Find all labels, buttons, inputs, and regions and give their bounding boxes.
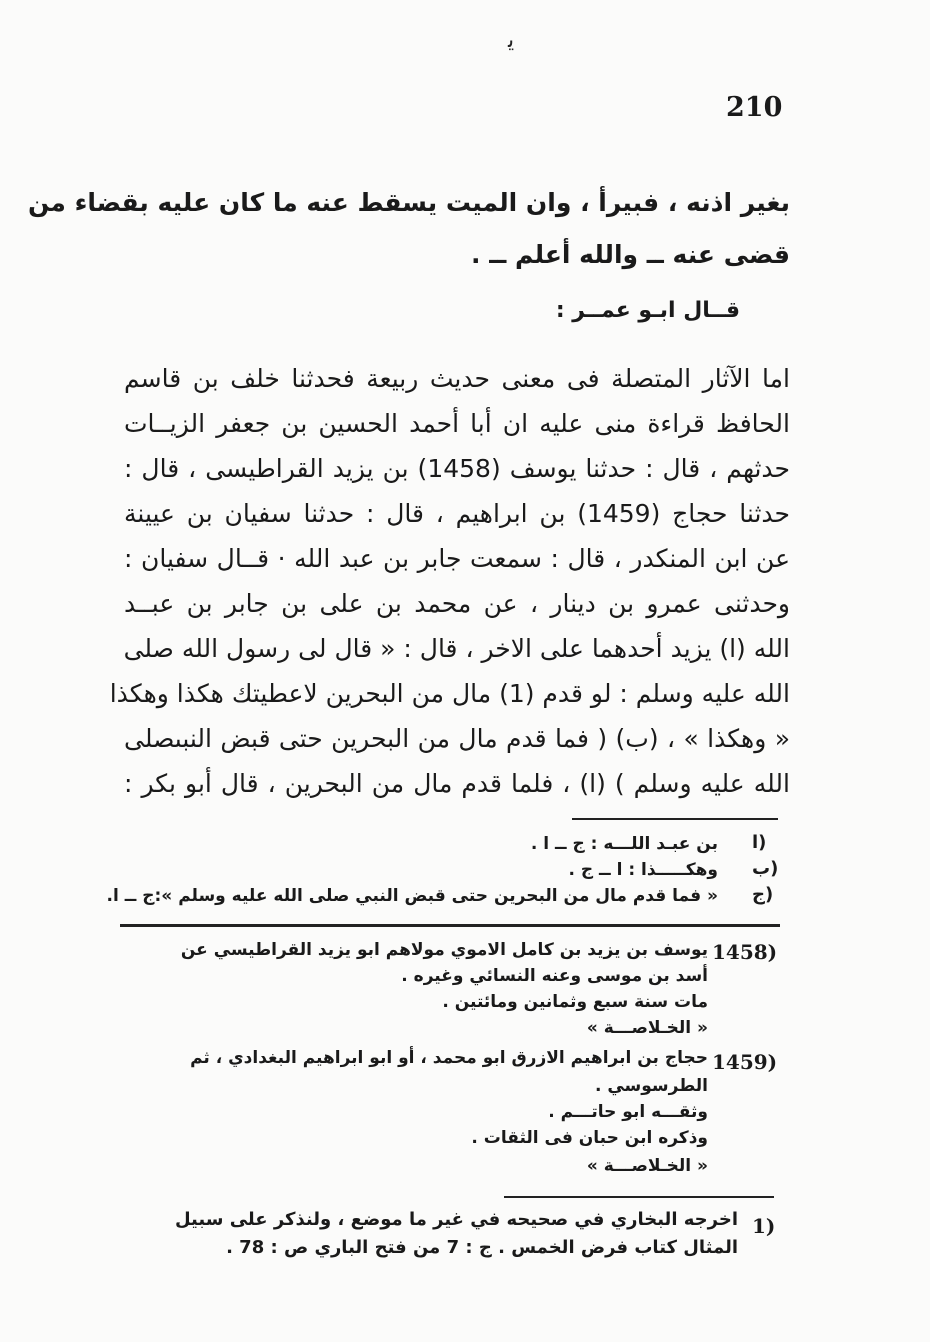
paragraph1-line: بغير اذنه ، فبيرأ ، وان الميت يسقط عنه ما كان عليه بقضاء من xyxy=(27,188,790,217)
biography-note-line: الطرسوسي . xyxy=(594,1076,708,1096)
paragraph2-line: عن ابن المنكدر ، قال : سمعت جابر بن عبد الله · قــال سفيان : xyxy=(124,544,790,573)
variant-note-text: وهكـــــذا : ا ــ ج . xyxy=(568,860,718,880)
notes-divider xyxy=(120,924,780,927)
paragraph1-line: قضى عنه ــ والله أعلم ــ . xyxy=(471,240,790,269)
biography-note-line: حجاج بن ابراهيم الازرق ابو محمد ، أو ابو ابراهيم البغدادي ، ثم xyxy=(190,1048,708,1068)
biography-note-number: 1459) xyxy=(712,1050,778,1074)
variant-note-text: بن عبـد اللـــه : ج ــ ا . xyxy=(530,834,718,854)
section-heading: قــال ابـو عمــر : xyxy=(555,298,740,323)
page-number: 210 xyxy=(726,92,783,123)
biography-note-line: أسد بن موسى وعنه النسائي وغيره . xyxy=(401,966,708,986)
paragraph2-line: وحدثنى عمرو بن دينار ، عن محمد بن على بن جابر بن عبــد xyxy=(124,589,790,618)
paragraph2-line: حدثنا حجاج (1459) بن ابراهيم ، قال : حدثنا سفيان بن عيينة xyxy=(124,499,790,528)
paragraph2-line: الله عليه وسلم ) (ا) ، فلما قدم مال من البحرين ، قال أبو بكر : xyxy=(124,769,790,798)
paragraph2-line: الله (ا) يزيد أحدهما على الاخر ، قال : « قال لى رسول الله صلى xyxy=(123,634,790,663)
source-note-line: اخرجه البخاري في صحيحه في غير ما موضع ، ولنذكر على سبيل xyxy=(174,1209,738,1230)
biography-note-number: 1458) xyxy=(712,940,778,964)
variant-note-text: « فما قدم مال من البحرين حتى قبض النبي صلى الله عليه وسلم »:ج ــ ا. xyxy=(106,886,718,906)
variant-note-mark: ا) xyxy=(752,832,767,853)
biography-note-line: مات سنة سبع وثمانين ومائتين . xyxy=(442,992,708,1012)
paragraph2-line: « وهكذا » ، (ب) ( فما قدم مال من البحرين حتى قبض النبىصلى xyxy=(124,724,790,753)
paragraph2-line: حدثهم ، قال : حدثنا يوسف (1458) بن يزيد القراطيسى ، قال : xyxy=(124,454,791,483)
biography-note-line: يوسف بن يزيد بن كامل الاموي مولاهم ابو يزيد القراطيسي عن xyxy=(180,940,708,960)
footnote-rule xyxy=(572,818,778,820)
top-mark: ﻳ xyxy=(508,28,515,53)
biography-note-line: وثقـــه ابو حاتـــم . xyxy=(548,1102,708,1122)
paragraph2-line: الحافظ قراءة منى عليه ان أبا أحمد الحسين بن جعفر الزيــات xyxy=(124,409,790,438)
variant-note-mark: ب) xyxy=(752,858,779,879)
biography-note-line: وذكره ابن حبان فى الثقات . xyxy=(471,1128,708,1148)
paragraph2-line: اما الآثار المتصلة فى معنى حديث ربيعة فحدثنا خلف بن قاسم xyxy=(124,364,790,393)
paragraph2-line: الله عليه وسلم : لو قدم (1) مال من البحرين لاعطيتك هكذا وهكذا xyxy=(109,679,790,708)
biography-note-line: « الخـلاصـــة » xyxy=(586,1018,708,1038)
biography-note-line: « الخـلاصـــة » xyxy=(586,1156,708,1176)
source-note-rule xyxy=(504,1196,774,1198)
source-note-number: 1) xyxy=(752,1214,776,1238)
source-note-line: المثال كتاب فرض الخمس . ج : 7 من فتح الباري ص : 78 . xyxy=(226,1237,738,1258)
variant-note-mark: ج) xyxy=(752,884,774,905)
